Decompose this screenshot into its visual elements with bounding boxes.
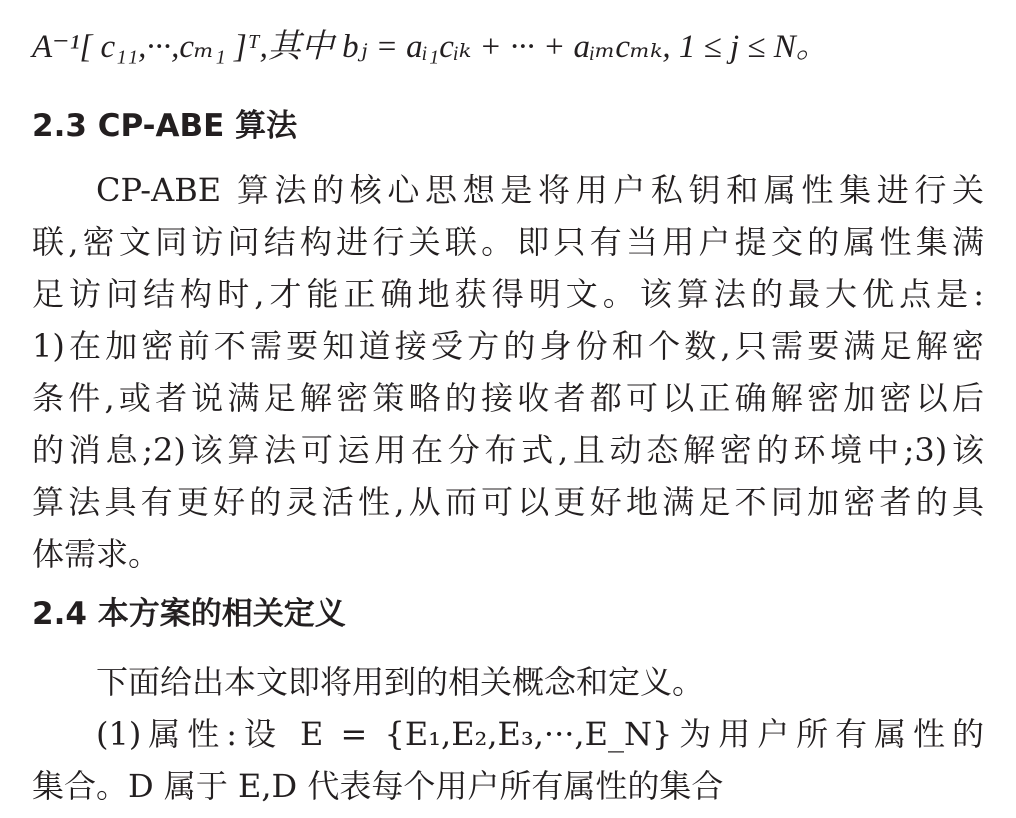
paragraph-line: CP-ABE 算法的核心思想是将用户私钥和属性集进行关 (96, 171, 984, 209)
formula-text: A⁻¹[ c₁₁,···,cₘ₁ ]ᵀ,其中 bⱼ = aᵢ₁cᵢₖ + ··· + aᵢₘcₘₖ, 1 ≤ j ≤ N。 (32, 29, 829, 65)
definition-line: (1)属性:设 E = {E₁,E₂,E₃,···,E_N}为用户所有属性的 (96, 715, 984, 753)
paragraph-line: 的消息;2)该算法可运用在分布式,且动态解密的环境中;3)该 (32, 431, 984, 469)
cp-abe-paragraph (32, 164, 984, 580)
paragraph-line: 算法具有更好的灵活性,从而可以更好地满足不同加密者的具 (32, 483, 984, 521)
paragraph-line: 1)在加密前不需要知道接受方的身份和个数,只需要满足解密 (32, 327, 984, 365)
definitions-paragraph (32, 656, 984, 812)
section-heading-2-4: 2.4 本方案的相关定义 (32, 596, 346, 632)
paragraph-line: 足访问结构时,才能正确地获得明文。该算法的最大优点是: (32, 275, 984, 313)
paragraph-line: 体需求。 (32, 535, 161, 573)
section-heading-2-3: 2.3 CP-ABE 算法 (32, 108, 298, 144)
intro-line: 下面给出本文即将用到的相关概念和定义。 (96, 663, 705, 701)
paragraph-line: 条件,或者说满足解密策略的接收者都可以正确解密加密以后 (32, 379, 984, 417)
definition-line: 集合。D 属于 E,D 代表每个用户所有属性的集合 (32, 767, 724, 805)
matrix-formula-line (32, 16, 829, 77)
paragraph-line: 联,密文同访问结构进行关联。即只有当用户提交的属性集满 (32, 223, 984, 261)
